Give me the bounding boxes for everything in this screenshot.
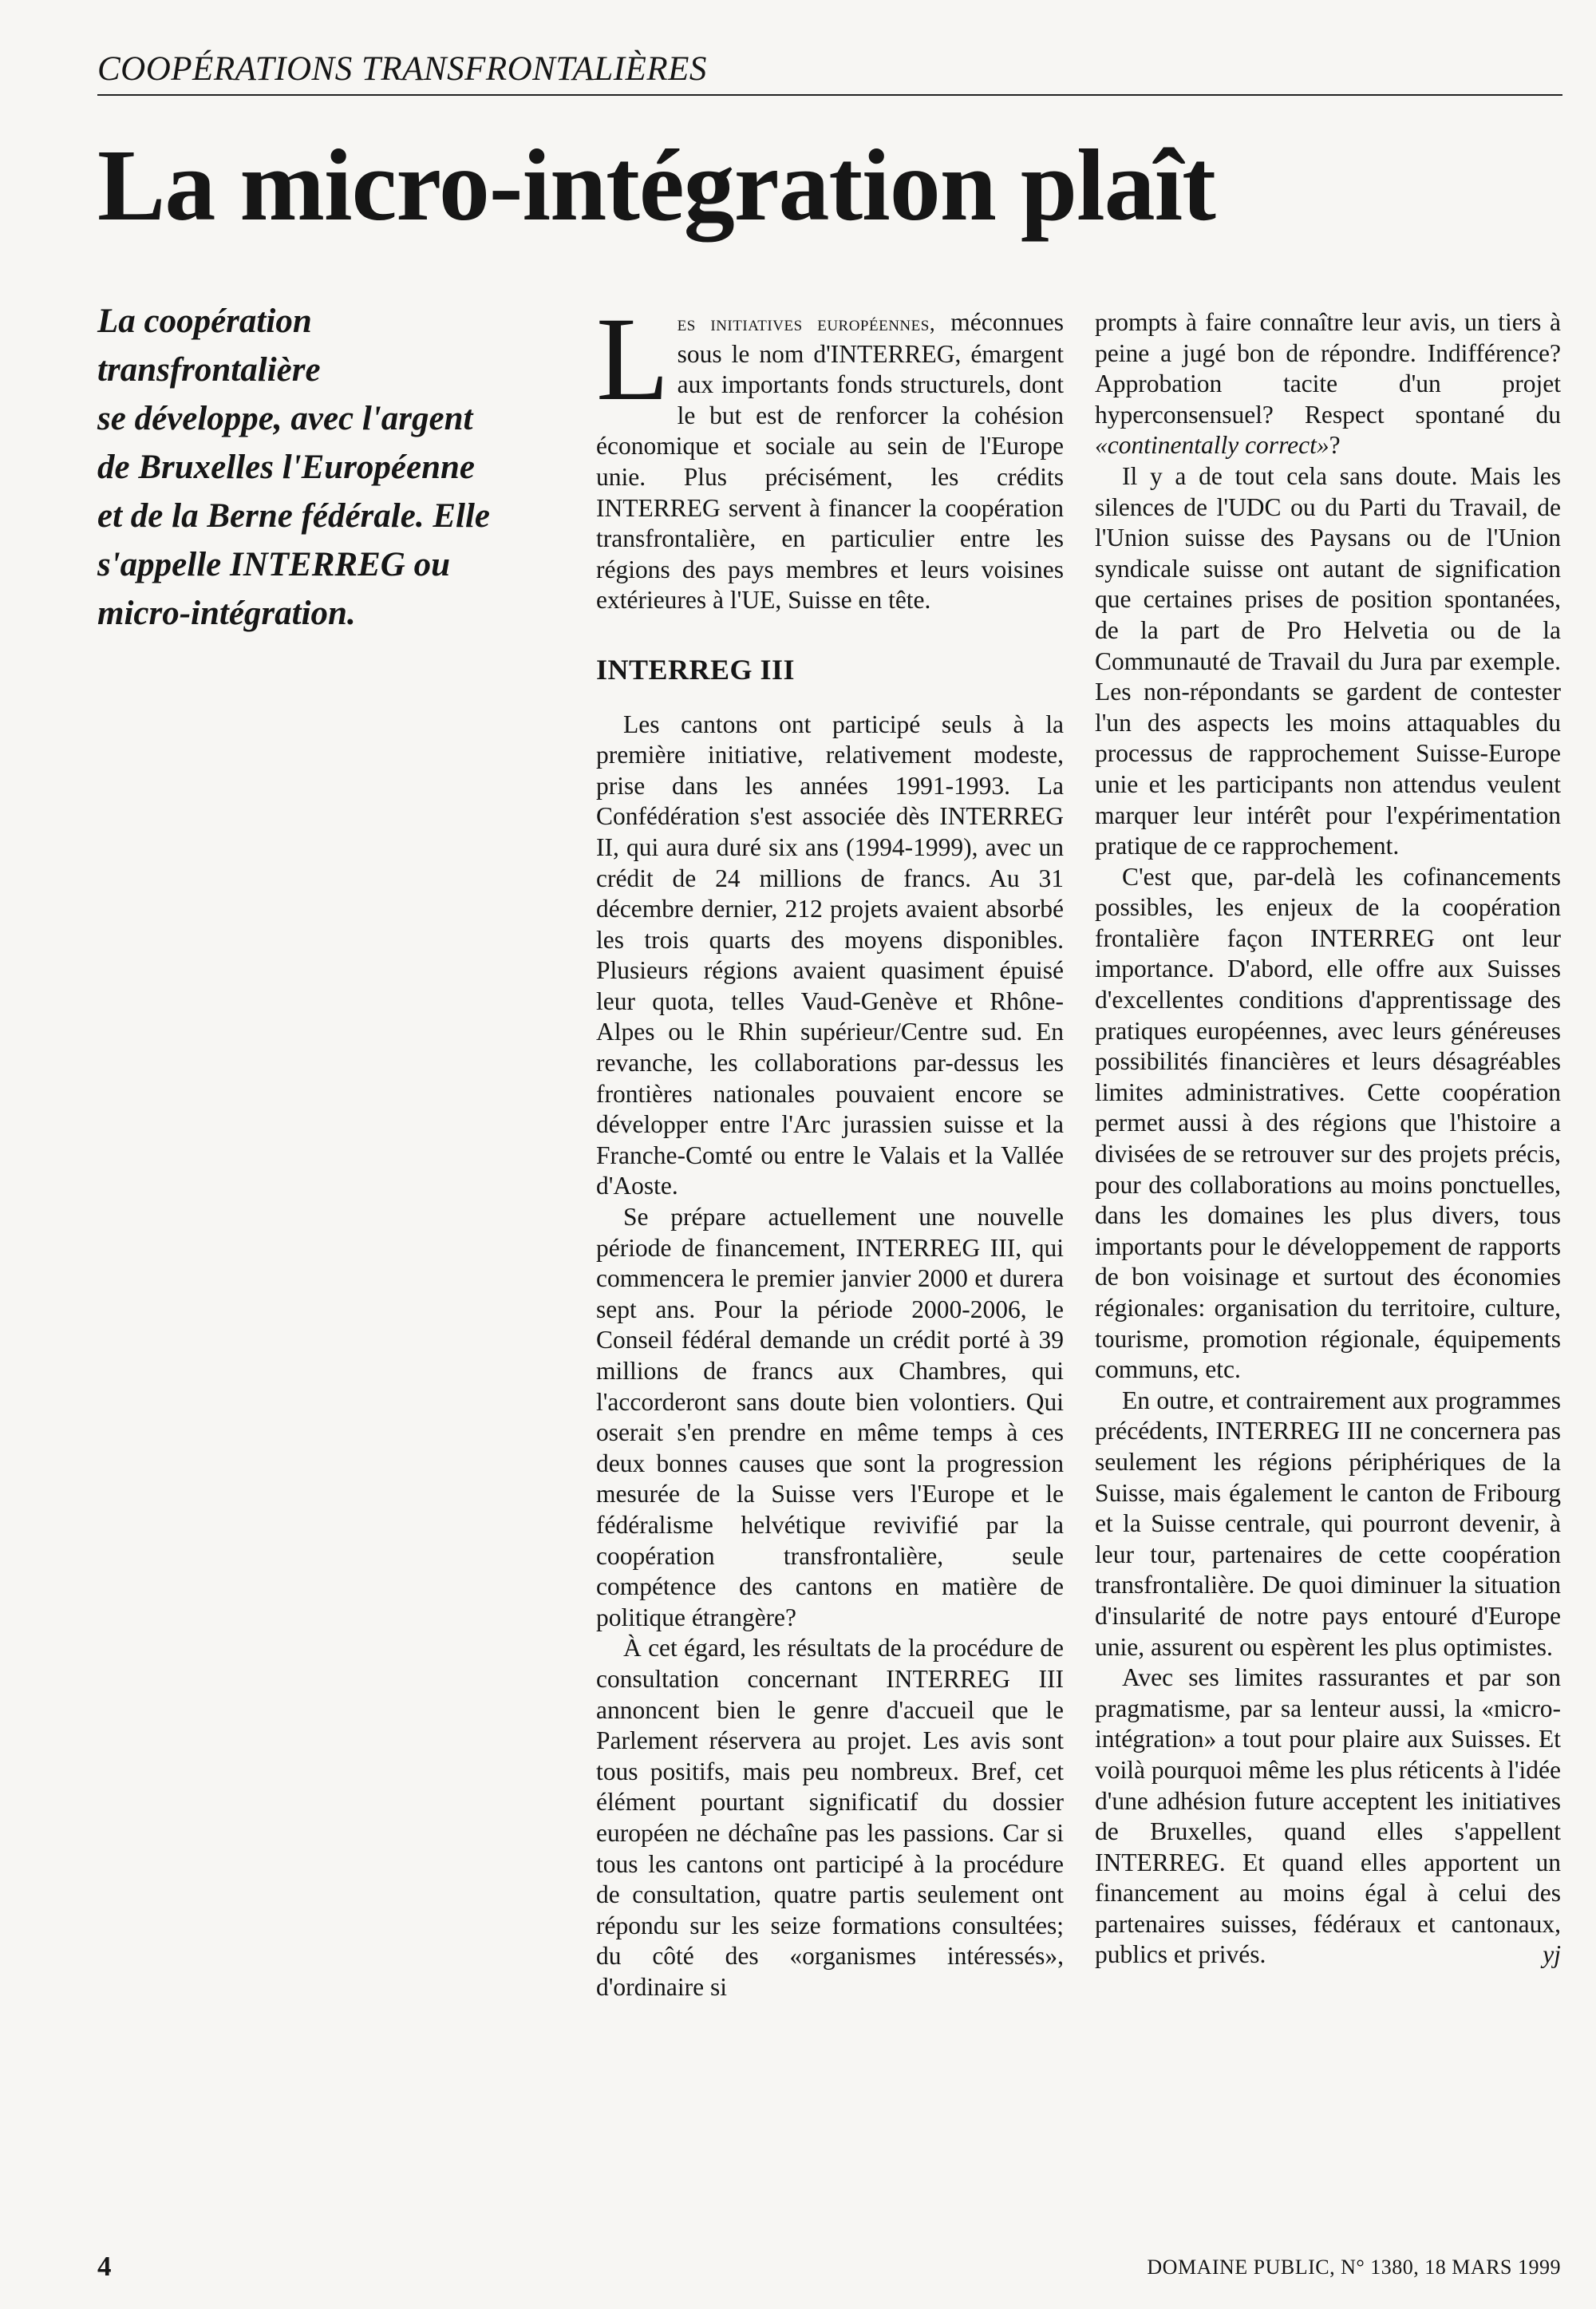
article-column-2 (596, 293, 1064, 2003)
intro-paragraph (596, 293, 1064, 616)
final-paragraph (1095, 1663, 1561, 1971)
intro-smallcaps: es initiatives européennes, (677, 311, 936, 335)
body-paragraph: Les cantons ont participé seuls à la première initiative, relativement modeste, prise dans les années 1991-1993. La Confédération s'est associée dès INTERREG II, qui aura duré six ans (1994-1999), avec un crédit de 24 millions de francs. Au 31 décembre dernier, 212 projets avaient absorbé les trois quarts des moyens disponibles. Plusieurs régions avaient quasiment épuisé leur quota, telles Vaud-Genève et Rhône-Alpes ou le Rhin supérieur/Centre sud. En revanche, les collaborations par-dessus les frontières nationales pouvaient encore se développer entre l'Arc jurassien suisse et la Franche-Comté ou entre le Valais et la Vallée d'Aoste. (596, 710, 1064, 1200)
lead-line: de Bruxelles l'Européenne (97, 449, 476, 486)
intro-text: méconnues sous le nom d'INTERREG, émargent aux importants fonds structurels, dont le but est de renforcer la cohésion économique et sociale au sein de l'Europe unie. Plus précisément, les crédits INTERREG servent à financer la coopération transfrontalière, en particulier entre les régions des pays membres et leurs voisines extérieures à l'UE, Suisse en tête. (596, 308, 1064, 615)
continued-paragraph (1095, 307, 1561, 461)
body-paragraph: En outre, et contrairement aux programmes précédents, INTERREG III ne concernera pas seulement les régions périphériques de la Suisse, mais également le canton de Fribourg et la Suisse centrale, qui pourront devenir, à leur tour, partenaires de cette coopération transfrontalière. De quoi diminuer la situation d'insularité de notre pays entouré d'Europe unie, assurent ou espèrent les plus optimistes. (1095, 1386, 1561, 1661)
lead-line: La coopération (97, 302, 312, 340)
body-paragraph: C'est que, par-delà les cofinancements possibles, les enjeux de la coopération frontalière façon INTERREG ont leur importance. D'abord, elle offre aux Suisses d'excellentes conditions d'apprentissage des pratiques européennes, avec leurs généreuses possibilités financières et leurs désagréables limites administratives. Cette coopération permet aussi à des régions que l'histoire a divisées de se retrouver sur des projets précis, pour des collaborations au moins ponctuelles, dans les domaines les plus divers, tous importants pour le développement de rapports de bon voisinage et surtout des économies régionales: organisation du territoire, culture, tourisme, promotion régionale, équipements communs, etc. (1095, 862, 1561, 1384)
page-number: 4 (97, 2251, 112, 2282)
body-paragraph: Se prépare actuellement une nouvelle période de financement, INTERREG III, qui commencera le premier janvier 2000 et durera sept ans. Pour la période 2000-2006, le Conseil fédéral demande un crédit porté à 39 millions de francs aux Chambres, qui l'accorderont sans doute bien volontiers. Qui oserait s'en prendre en même temps à ces deux bonnes causes que sont la progression mesurée de la Suisse vers l'Europe et le fédéralisme helvétique revivifié par la coopération transfrontalière, seule compétence des cantons en matière de politique étrangère? (596, 1203, 1064, 1631)
lead-line: s'appelle INTERREG ou (97, 546, 450, 583)
section-heading: INTERREG III (596, 653, 796, 686)
author-signature: yj (1543, 1940, 1561, 1969)
article-headline: La micro-intégration plaît (97, 128, 1215, 242)
lead-line: transfrontalière (97, 351, 321, 389)
lead-line: et de la Berne fédérale. Elle (97, 497, 490, 535)
rubric-divider (97, 94, 1562, 96)
article-column-3 (1095, 307, 1561, 1971)
article-lead (97, 297, 552, 638)
quoted-phrase: «continentally correct» (1095, 431, 1329, 460)
section-rubric: COOPÉRATIONS TRANSFRONTALIÈRES (97, 50, 707, 88)
final-text: Avec ses limites rassurantes et par son pragmatisme, par sa lenteur aussi, la «micro-intégration» a tout pour plaire aux Suisses. Et voilà pourquoi même les plus réticents à l'idée d'une adhésion future acceptent les initiatives de Bruxelles, quand elles s'appellent INTERREG. Et quand elles apportent un financement au moins égal à celui des partenaires suisses, fédéraux et cantonaux, publics et privés. (1095, 1663, 1561, 1969)
continued-text: prompts à faire connaître leur avis, un tiers à peine a jugé bon de répondre. Indifférence? Approbation tacite d'un projet hyperconsensuel? Respect spontané du (1095, 308, 1561, 429)
continued-text-end: ? (1329, 431, 1341, 460)
drop-cap: L (596, 293, 670, 425)
lead-line: micro-intégration. (97, 595, 356, 632)
publication-footer: DOMAINE PUBLIC, N° 1380, 18 MARS 1999 (1147, 2256, 1561, 2279)
body-paragraph: À cet égard, les résultats de la procédure de consultation concernant INTERREG III annoncent bien le genre d'accueil que le Parlement réservera au projet. Les avis sont tous positifs, mais peu nombreux. Bref, cet élément pourtant significatif du dossier européen ne déchaîne pas les passions. Car si tous les cantons ont participé à la procédure de consultation, quatre partis seulement ont répondu sur les seize formations consultées; du côté des «organismes intéressés», d'ordinaire si (596, 1634, 1064, 2001)
lead-line: se développe, avec l'argent (97, 400, 473, 437)
body-paragraph: Il y a de tout cela sans doute. Mais les silences de l'UDC ou du Parti du Travail, de l'Union suisse des Paysans ou de l'Union syndicale suisse ont autant de signification que certaines prises de position spontanées, de la part de Pro Helvetia ou de la Communauté de Travail du Jura par exemple. Les non-répondants se gardent de contester l'un des aspects les moins attaquables du processus de rapprochement Suisse-Europe unie et les participants non attendus veulent marquer leur intérêt pour l'expérimentation pratique de ce rapprochement. (1095, 461, 1561, 860)
